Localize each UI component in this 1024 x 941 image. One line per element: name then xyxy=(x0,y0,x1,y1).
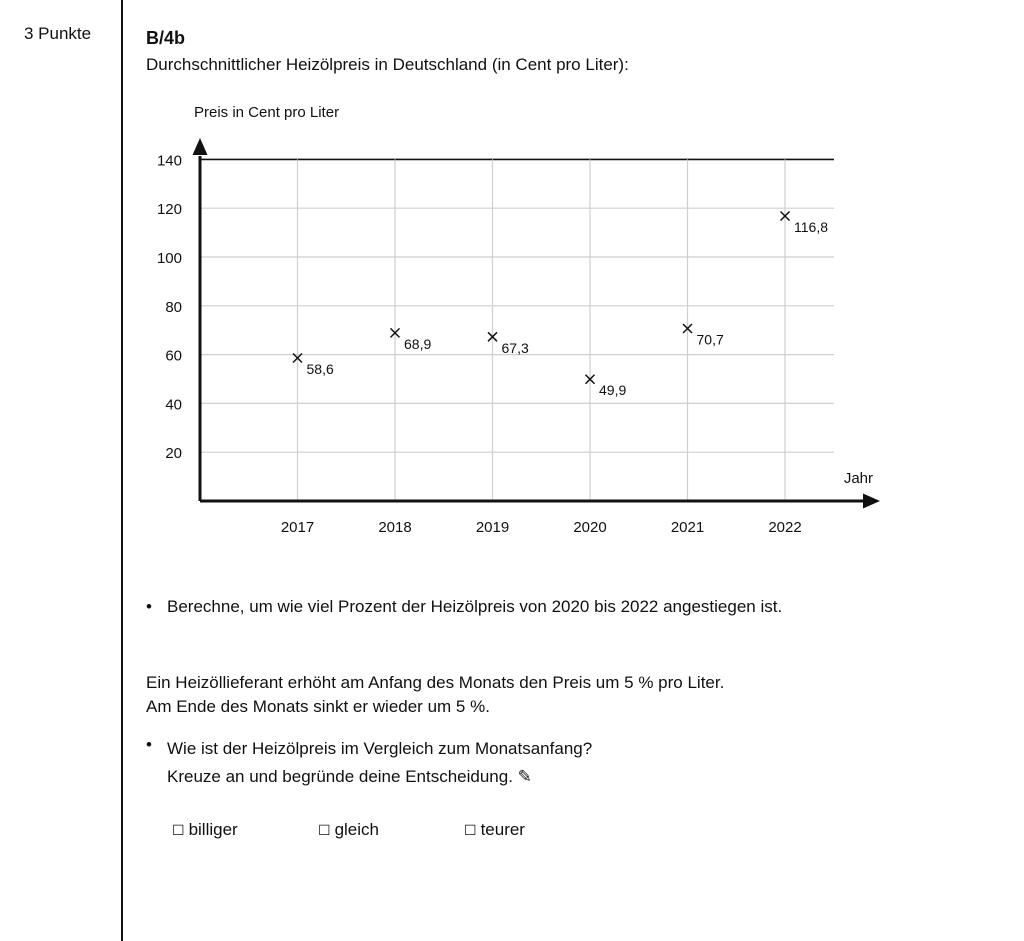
y-tick-label: 100 xyxy=(156,250,182,267)
task-intro: Durchschnittlicher Heizölpreis in Deutschland (in Cent pro Liter): xyxy=(146,55,629,74)
points-label: 3 Punkte xyxy=(24,24,92,43)
x-tick-label: 2018 xyxy=(378,519,412,536)
option-billiger[interactable] xyxy=(172,820,238,840)
data-label: 70,7 xyxy=(696,331,724,348)
y-axis-arrow xyxy=(193,138,208,155)
scenario-line-1: Ein Heizöllieferant erhöht am Anfang des Monats den Preis um 5 % pro Liter. xyxy=(146,673,725,692)
bullet-dot: • xyxy=(146,735,152,754)
scenario-text xyxy=(146,671,724,719)
option-teurer[interactable] xyxy=(464,820,525,840)
x-tick-label: 2022 xyxy=(768,519,802,536)
data-label: 58,6 xyxy=(306,361,334,378)
y-tick-label: 40 xyxy=(165,396,182,414)
x-axis-arrow xyxy=(863,494,880,509)
y-tick-label: 20 xyxy=(165,445,182,463)
y-tick-label: 60 xyxy=(165,347,182,365)
x-tick-label: 2020 xyxy=(573,519,607,536)
scenario-line-2: Am Ende des Monats sinkt er wieder um 5 %. xyxy=(146,697,490,716)
x-axis-title: Jahr xyxy=(843,470,873,487)
question-1: Berechne, um wie viel Prozent der Heizölpreis von 2020 bis 2022 angestiegen ist. xyxy=(167,597,783,616)
question-2 xyxy=(167,735,592,791)
checkbox-icon[interactable]: ☐ xyxy=(318,822,331,838)
checkbox-icon[interactable]: ☐ xyxy=(464,822,477,838)
data-label: 67,3 xyxy=(501,339,529,356)
data-label: 116,8 xyxy=(794,219,828,236)
option-label: billiger xyxy=(188,820,238,839)
data-label: 68,9 xyxy=(404,335,432,352)
option-label: teurer xyxy=(480,820,525,839)
y-tick-label: 140 xyxy=(156,152,182,170)
y-axis-title: Preis in Cent pro Liter xyxy=(194,104,340,121)
data-label: 49,9 xyxy=(599,382,627,399)
y-tick-label: 120 xyxy=(156,201,182,219)
question-2-line-1: Wie ist der Heizölpreis im Vergleich zum Monatsanfang? xyxy=(167,739,593,758)
y-tick-label: 80 xyxy=(165,298,182,316)
option-label: gleich xyxy=(334,820,379,839)
task-id: B/4b xyxy=(146,28,186,48)
bullet-2 xyxy=(146,735,593,786)
x-tick-label: 2017 xyxy=(280,519,315,536)
bullet-dot: • xyxy=(146,597,152,616)
bullet-1 xyxy=(146,597,783,617)
checkbox-icon[interactable]: ☐ xyxy=(172,822,185,838)
option-gleich[interactable] xyxy=(318,820,379,840)
pencil-icon: ✎ xyxy=(517,767,532,786)
x-tick-label: 2019 xyxy=(475,519,510,536)
x-tick-label: 2021 xyxy=(670,519,705,536)
question-2-line-2: Kreuze an und begründe deine Entscheidung. ✎ xyxy=(167,767,532,786)
